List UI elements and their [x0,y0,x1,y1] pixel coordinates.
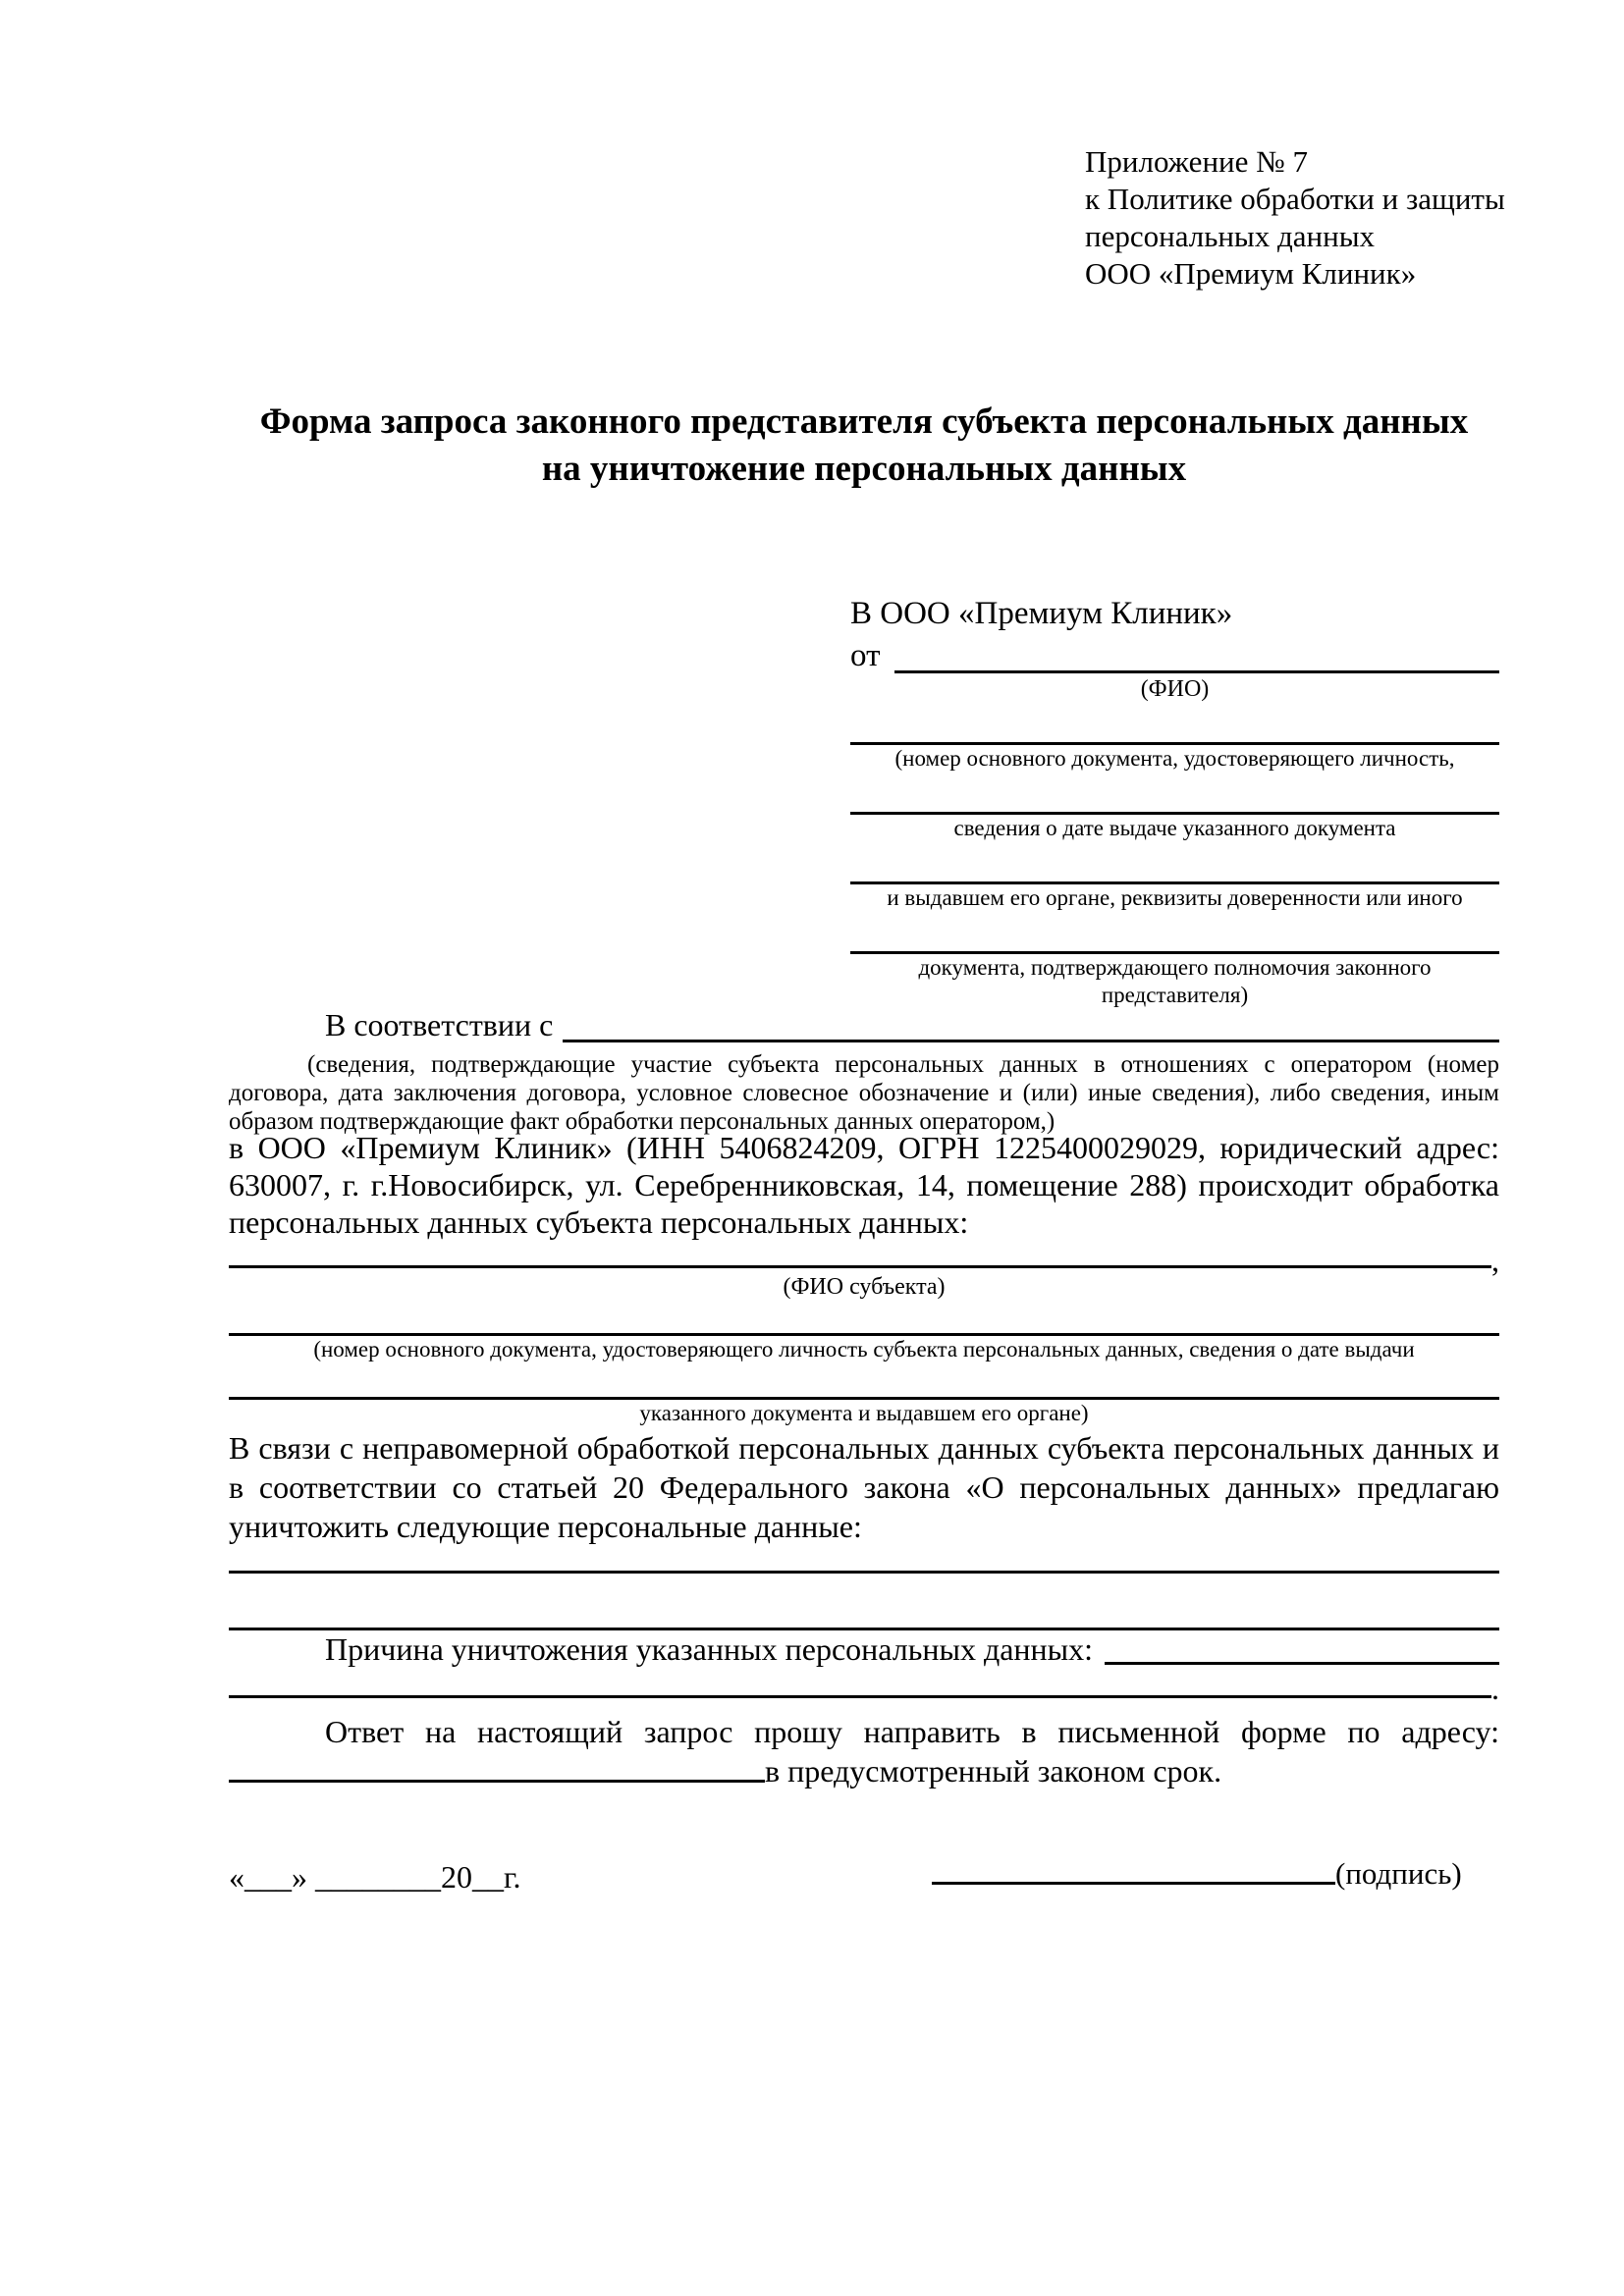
doc-caption-1: (номер основного документа, удостоверяющего личность, [894,746,1455,771]
addressee-block [850,593,1499,1009]
accordance-note: (сведения, подтверждающие участие субъекта персональных данных в отношениях с оператором (номер договора, дата заключения договора, условное словесное обозначение и (или) иные сведения), либо сведения, иным образом подтверждающие факт обработки персональных данных оператором,) [229,1051,1499,1135]
operator-paragraph: в ООО «Премиум Клиник» (ИНН 5406824209, ОГРН 1225400029029, юридический адрес: 630007, г. г.Новосибирск, ул. Серебренниковская, 14, помещение 288) происходит обработка персональных данных субъекта персональных данных: [229,1130,1499,1240]
doc-blank-line-4 [850,912,1499,954]
reason-blank-row-2 [229,1669,1499,1706]
request-paragraph: В связи с неправомерной обработкой персональных данных субъекта персональных данных и в соответствии со статьей 20 Федерального закона «О персональных данных» предлагаю уничтожить следующие персональные данные: [229,1430,1499,1544]
form-title-line-2: на уничтожение персональных данных [541,449,1187,489]
accordance-row [229,1003,1499,1042]
reason-blank-line [1105,1629,1499,1665]
reply-tail-row [229,1751,1499,1789]
data-blank-line-2 [229,1598,1499,1630]
from-row [850,634,1499,673]
form-title [229,399,1499,493]
reply-sentence: Ответ на настоящий запрос прошу направить в письменной форме по адресу: [325,1714,1499,1749]
subject-doc-caption-1: (номер основного документа, удостоверяющего личность субъекта персональных данных, сведения о дате выдачи [313,1337,1415,1362]
appendix-header [1085,143,1537,293]
subject-doc-blank-line-2 [229,1366,1499,1400]
trailing-period: . [1491,1671,1499,1706]
reply-tail-text: в предусмотренный законом срок. [765,1753,1222,1789]
reason-label: Причина уничтожения указанных персональных данных: [325,1631,1094,1667]
doc-blank-line-1 [850,703,1499,745]
reason-blank-line-2 [229,1669,1491,1698]
subject-fio-blank-line [229,1239,1491,1268]
doc-caption-3: и выдавшем его органе, реквизиты доверенности или иного [887,885,1463,910]
doc-caption-4: документа, подтверждающего полномочия законного представителя) [918,955,1432,1007]
fio-caption: (ФИО) [1140,676,1210,702]
from-label: от [850,638,881,673]
subject-doc-blank-line-1 [229,1302,1499,1336]
doc-blank-line-3 [850,842,1499,884]
signature-blank-line [932,1855,1335,1885]
reason-row [229,1629,1499,1665]
subject-fio-row [229,1239,1499,1278]
accordance-blank-line [563,1003,1499,1042]
signature-row [932,1855,1496,1891]
form-title-line-1: Форма запроса законного представителя субъекта персональных данных [259,401,1469,442]
data-blank-line-1 [229,1541,1499,1574]
signature-caption: (подпись) [1335,1856,1462,1891]
header-line: ООО «Премиум Клиник» [1085,256,1417,291]
header-line: персональных данных [1085,219,1376,253]
header-line: к Политике обработки и защиты [1085,182,1505,216]
trailing-comma: , [1491,1243,1499,1278]
accordance-label: В соответствии с [325,1007,554,1042]
doc-caption-2: сведения о дате выдаче указанного документа [953,816,1396,840]
date-line: «___» ________20__г. [229,1859,521,1895]
header-line: Приложение № 7 [1085,144,1308,179]
subject-fio-caption: (ФИО субъекта) [783,1274,946,1300]
addressee-org: В ООО «Премиум Клиник» [850,596,1233,631]
doc-blank-line-2 [850,773,1499,815]
subject-doc-caption-2: указанного документа и выдавшем его органе) [639,1401,1089,1425]
address-blank-line [229,1751,765,1783]
fio-blank-line [894,634,1500,673]
